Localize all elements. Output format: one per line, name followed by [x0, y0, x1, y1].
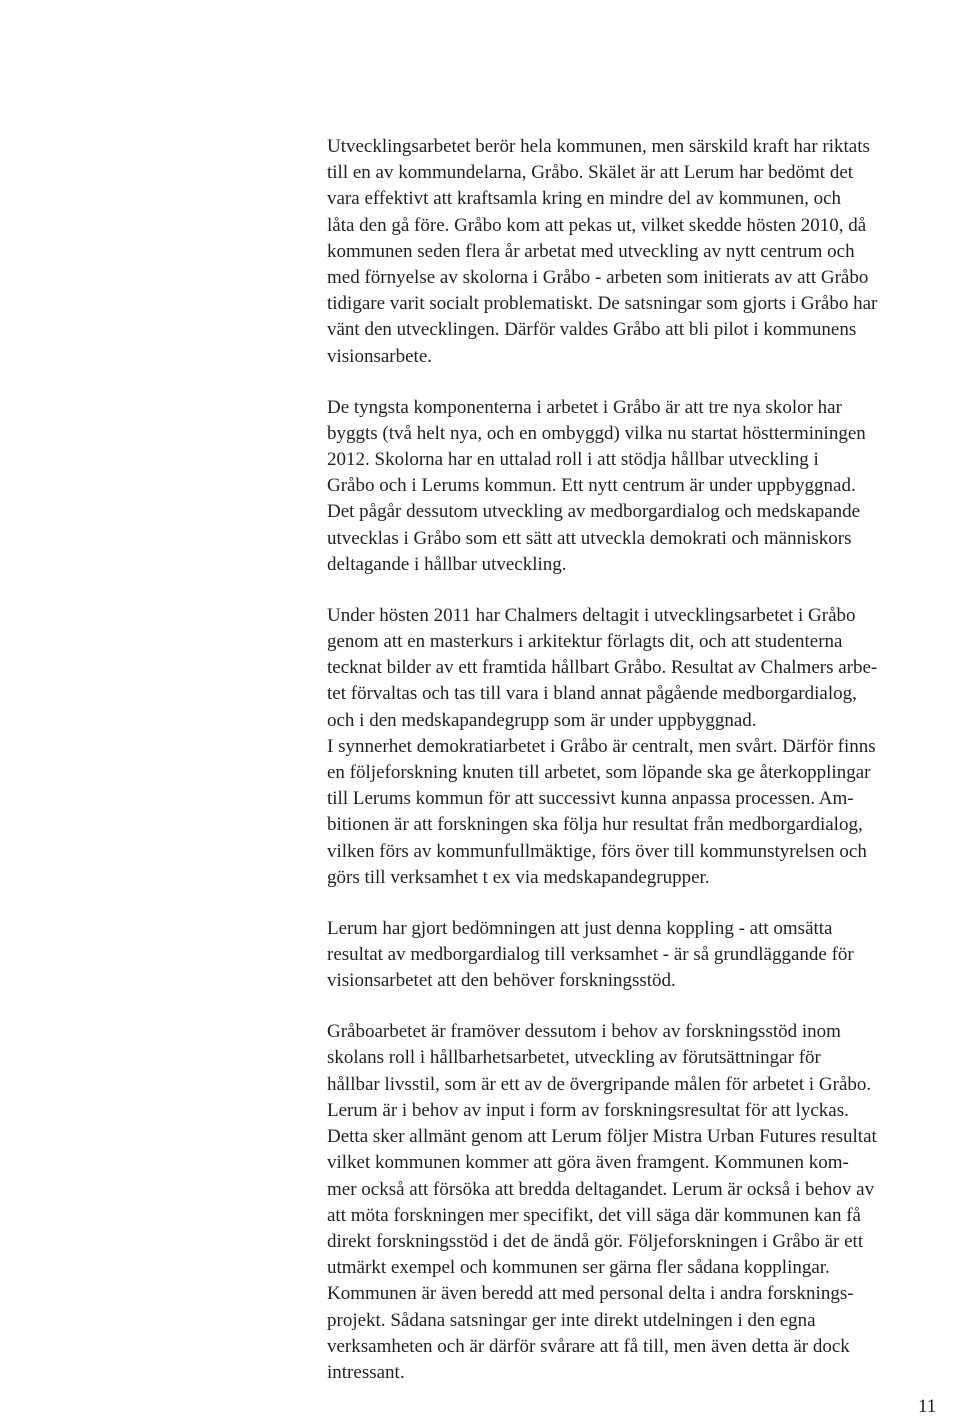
text-line: och i den medskapandegrupp som är under uppbyggnad.	[327, 709, 757, 731]
text-line: vänt den utvecklingen. Därför valdes Gråbo att bli pilot i kommunens	[327, 319, 857, 341]
text-line: Kommunen är även beredd att med personal delta i andra forsknings-	[327, 1283, 854, 1305]
text-line: skolans roll i hållbarhetsarbetet, utveckling av förutsättningar för	[327, 1047, 821, 1069]
text-line: mer också att försöka att bredda deltagandet. Lerum är också i behov av	[327, 1178, 875, 1200]
text-line: tecknat bilder av ett framtida hållbart Gråbo. Resultat av Chalmers arbe-	[327, 657, 878, 679]
text-line: projekt. Sådana satsningar ger inte direkt utdelningen i den egna	[327, 1309, 816, 1331]
text-line: Utvecklingsarbetet berör hela kommunen, men särskild kraft har riktats	[327, 136, 870, 157]
text-line: låta den gå före. Gråbo kom att pekas ut, vilket skedde hösten 2010, då	[327, 214, 867, 236]
text-line: utvecklas i Gråbo som ett sätt att utveckla demokrati och människors	[327, 527, 852, 549]
text-line: De tyngsta komponenterna i arbetet i Gråbo är att tre nya skolor har	[327, 396, 842, 418]
paragraph	[327, 395, 957, 578]
text-line: med förnyelse av skolorna i Gråbo - arbeten som initierats av att Gråbo	[327, 267, 869, 289]
text-line: intressant.	[327, 1361, 405, 1383]
text-line: vara effektivt att kraftsamla kring en mindre del av kommunen, och	[327, 188, 842, 210]
paragraph	[327, 1019, 957, 1386]
text-line: deltagande i hållbar utveckling.	[327, 553, 567, 575]
text-line: Lerum har gjort bedömningen att just denna koppling - att omsätta	[327, 917, 833, 939]
text-line: 2012. Skolorna har en uttalad roll i att stödja hållbar utveckling i	[327, 449, 819, 471]
text-line: Gråboarbetet är framöver dessutom i behov av forskningsstöd inom	[327, 1021, 841, 1043]
text-line: I synnerhet demokratiarbetet i Gråbo är centralt, men svårt. Därför finns	[327, 735, 876, 757]
text-line: till Lerums kommun för att successivt kunna anpassa processen. Am-	[327, 788, 854, 810]
text-line: Under hösten 2011 har Chalmers deltagit i utvecklingsarbetet i Gråbo	[327, 604, 856, 626]
text-line: Gråbo och i Lerums kommun. Ett nytt centrum är under uppbyggnad.	[327, 475, 856, 497]
page-number: 11	[918, 1396, 937, 1417]
text-line: tet förvaltas och tas till vara i bland annat pågående medborgardialog,	[327, 683, 857, 705]
text-line: en följeforskning knuten till arbetet, som löpande ska ge återkopplingar	[327, 762, 871, 784]
text-line: bitionen är att forskningen ska följa hur resultat från medborgardialog,	[327, 814, 863, 836]
paragraph	[327, 134, 957, 370]
text-line: resultat av medborgardialog till verksamhet - är så grundläggande för	[327, 944, 854, 966]
text-line: att möta forskningen mer specifikt, det vill säga där kommunen kan få	[327, 1204, 861, 1226]
text-line: vilket kommunen kommer att göra även framgent. Kommunen kom-	[327, 1152, 849, 1174]
text-line: Lerum är i behov av input i form av forskningsresultat för att lyckas.	[327, 1099, 849, 1121]
text-line: Detta sker allmänt genom att Lerum följer Mistra Urban Futures resultat	[327, 1126, 877, 1148]
text-line: görs till verksamhet t ex via medskapandegrupper.	[327, 866, 710, 888]
text-line: verksamheten och är därför svårare att få till, men även detta är dock	[327, 1335, 850, 1357]
text-line: visionsarbete.	[327, 345, 433, 367]
text-line: till en av kommundelarna, Gråbo. Skälet är att Lerum har bedömt det	[327, 162, 854, 184]
paragraph	[327, 916, 957, 995]
body-text	[327, 134, 957, 1411]
text-line: genom att en masterkurs i arkitektur förlagts dit, och att studenterna	[327, 631, 843, 653]
text-line: vilken förs av kommunfullmäktige, förs över till kommunstyrelsen och	[327, 840, 867, 862]
text-line: visionsarbetet att den behöver forskningsstöd.	[327, 970, 676, 992]
text-line: tidigare varit socialt problematiskt. De satsningar som gjorts i Gråbo har	[327, 293, 878, 315]
text-line: direkt forskningsstöd i det de ändå gör. Följeforskningen i Gråbo är ett	[327, 1230, 864, 1252]
text-line: utmärkt exempel och kommunen ser gärna fler sådana kopplingar.	[327, 1257, 830, 1279]
text-line: kommunen seden flera år arbetat med utveckling av nytt centrum och	[327, 240, 855, 262]
paragraph	[327, 603, 957, 891]
text-line: Det pågår dessutom utveckling av medborgardialog och medskapande	[327, 501, 861, 523]
text-line: hållbar livsstil, som är ett av de övergripande målen för arbetet i Gråbo.	[327, 1073, 872, 1095]
text-line: byggts (två helt nya, och en ombyggd) vilka nu startat höstterminingen	[327, 422, 866, 444]
